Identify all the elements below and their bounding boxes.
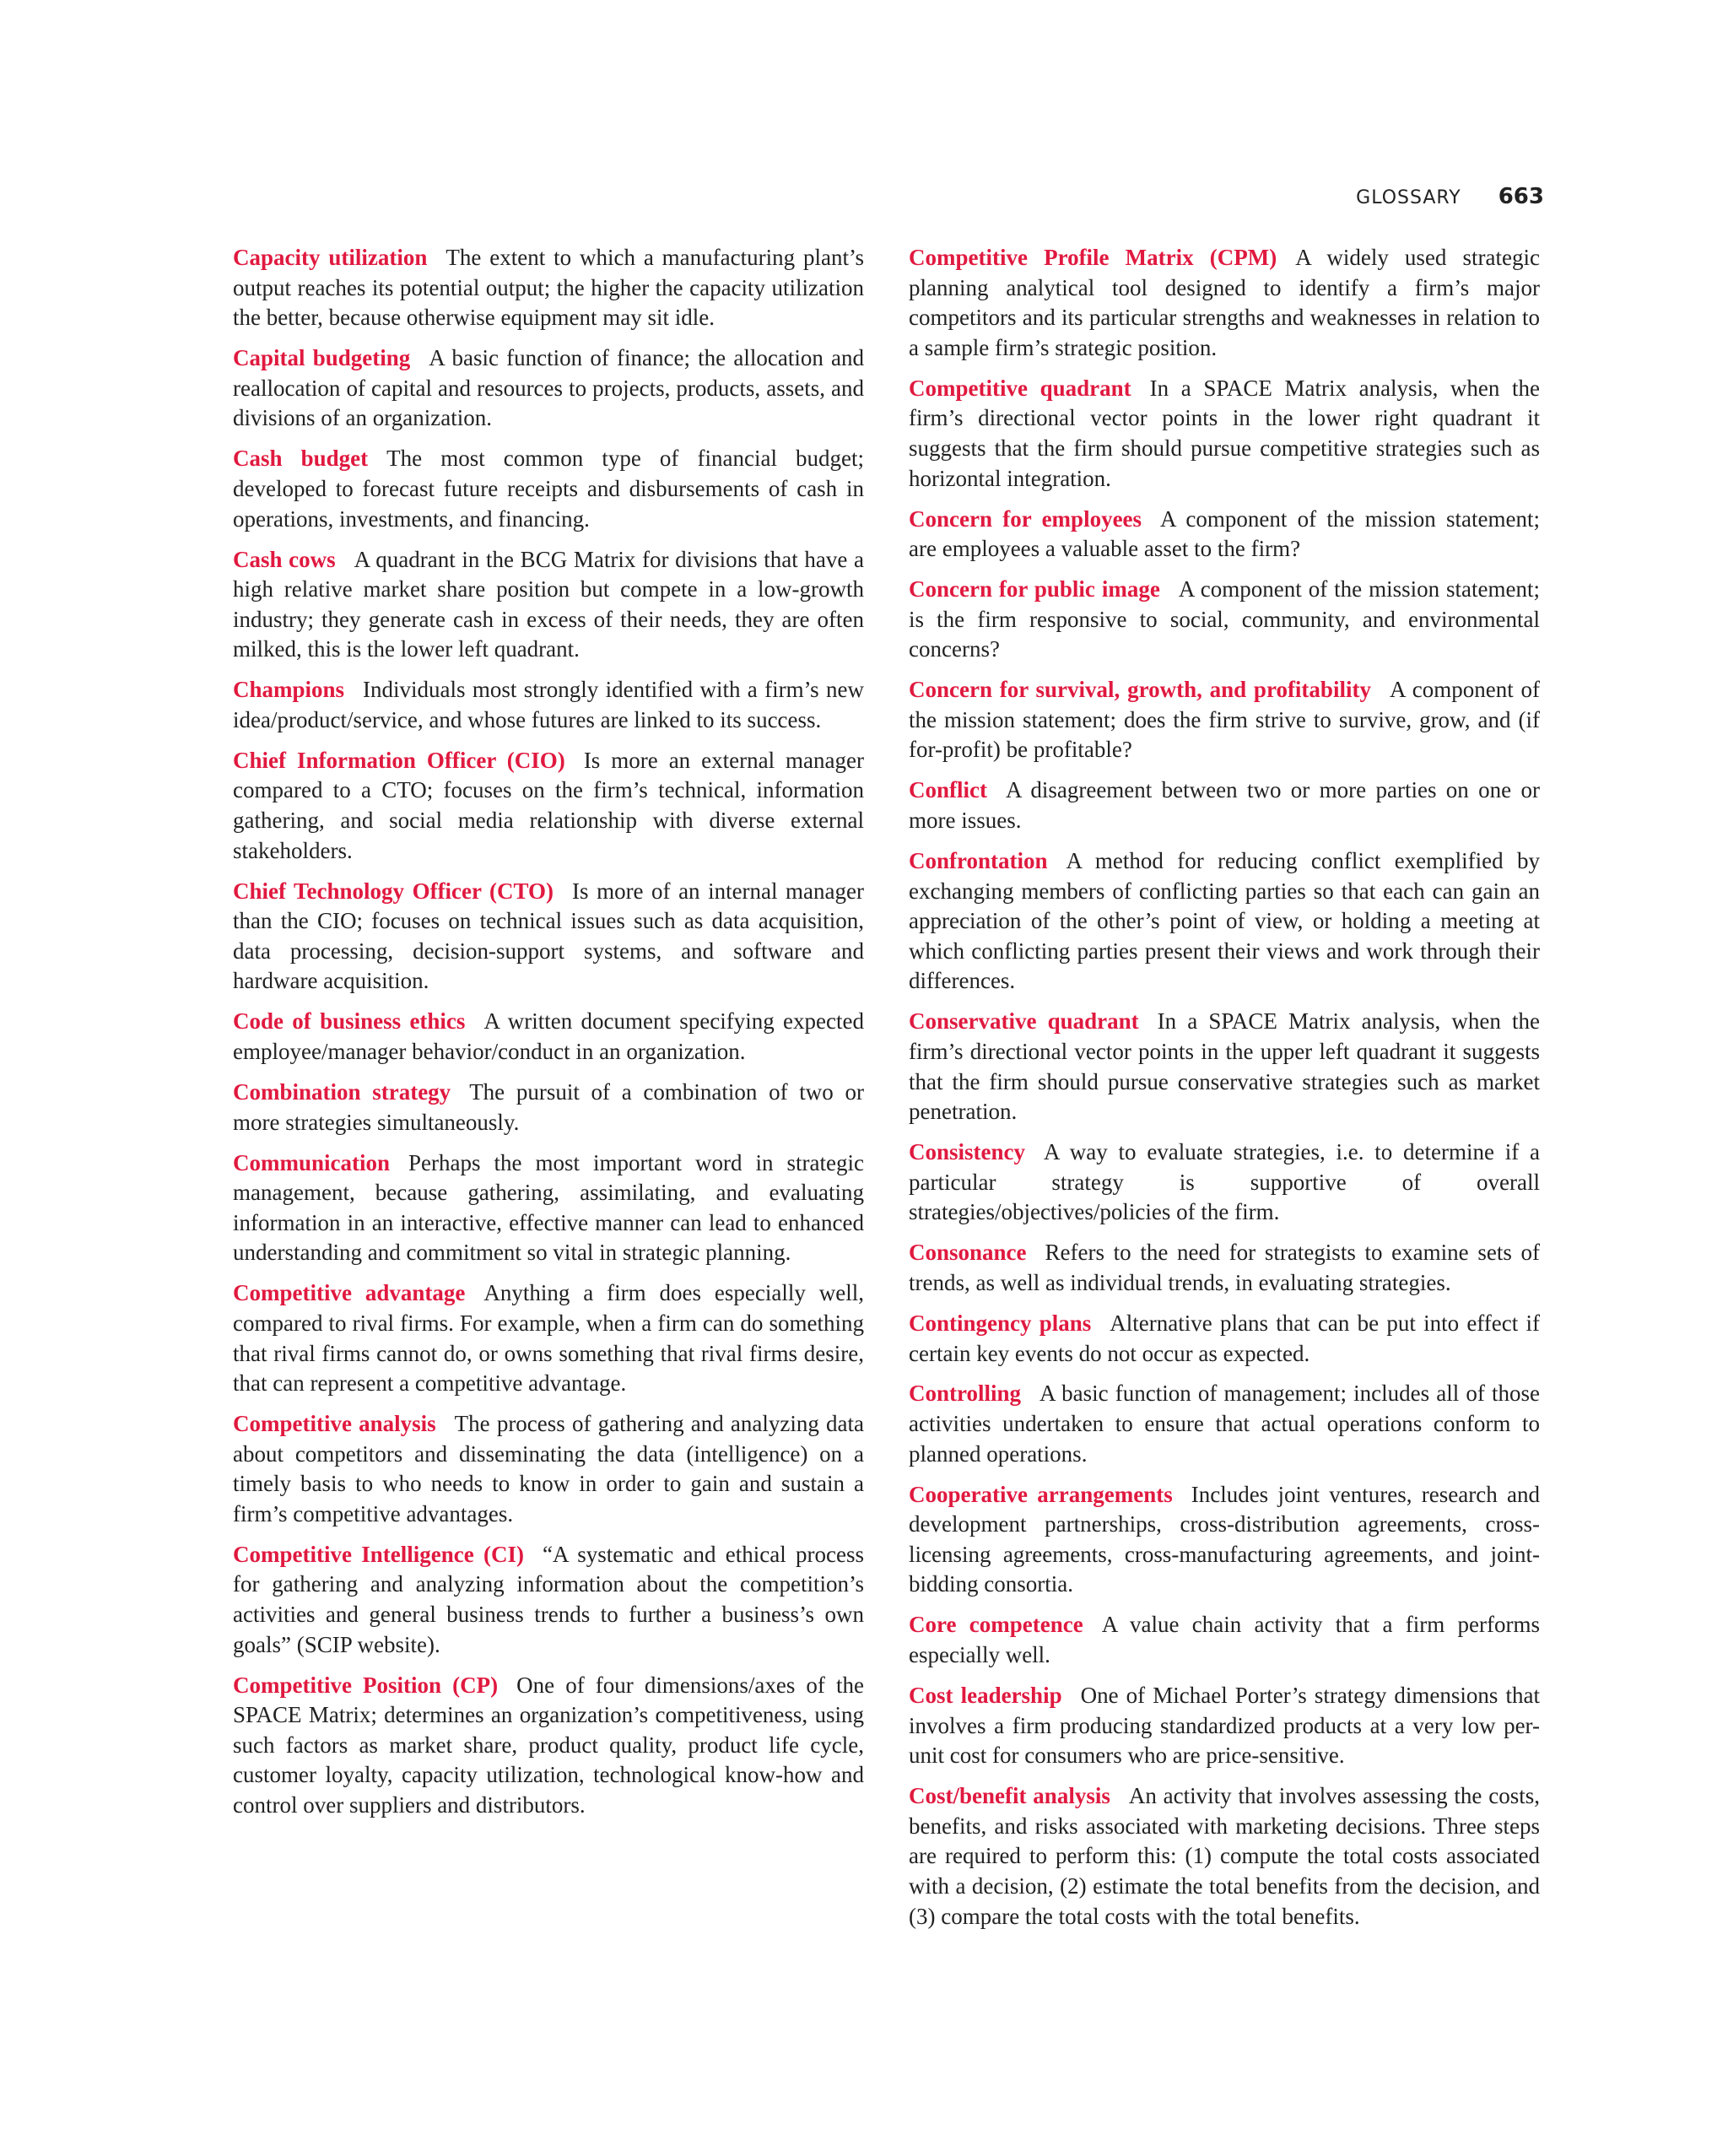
glossary-entry <box>233 343 864 434</box>
glossary-definition: One of Michael Porter’s strategy dimensions that involves a firm producing standardized products at a very low per-unit cost for consumers who are price-sensitive. <box>909 1683 1540 1769</box>
glossary-term: Cost/benefit analysis <box>909 1783 1110 1809</box>
glossary-term: Conservative quadrant <box>909 1008 1139 1035</box>
glossary-definition: One of four dimensions/axes of the SPACE Matrix; determines an organization’s competitiveness, using such factors as market share, product quality, product life cycle, customer loyalty, capacity utilization, technological know-how and control over suppliers and distributors. <box>233 1672 864 1818</box>
glossary-definition: Alternative plans that can be put into effect if certain key events do not occur as expected. <box>909 1310 1540 1366</box>
glossary-term: Consonance <box>909 1240 1027 1266</box>
glossary-entry <box>233 1671 864 1821</box>
glossary-entry <box>909 846 1540 997</box>
glossary-term: Concern for employees <box>909 505 1142 532</box>
glossary-definition: “A systematic and ethical process for gathering and analyzing information about the competition’s activities and general business trends to further a business’s own goals” (SCIP website). <box>233 1541 864 1657</box>
glossary-entry <box>909 1610 1540 1670</box>
glossary-definition: A component of the mission statement; does the firm strive to survive, grow, and (if for-profit) be profitable? <box>909 677 1540 763</box>
glossary-entry <box>909 1681 1540 1771</box>
glossary-definition: Individuals most strongly identified with a firm’s new idea/product/service, and whose futures are linked to its success. <box>233 677 864 732</box>
glossary-term: Cooperative arrangements <box>909 1481 1173 1507</box>
glossary-definition: A basic function of management; includes all of those activities undertaken to ensure that actual operations conform to planned operations. <box>909 1381 1540 1467</box>
glossary-right-column <box>909 243 1540 1943</box>
glossary-definition: A component of the mission statement; are employees a valuable asset to the firm? <box>909 505 1540 562</box>
glossary-term: Contingency plans <box>909 1310 1092 1336</box>
glossary-entry <box>909 374 1540 494</box>
glossary-entry <box>233 545 864 665</box>
glossary-definition: A disagreement between two or more parties on one or more issues. <box>909 777 1540 834</box>
glossary-entry <box>233 1007 864 1067</box>
glossary-entry <box>233 675 864 735</box>
glossary-entry <box>233 243 864 333</box>
page-number: 663 <box>1498 184 1544 209</box>
glossary-entry <box>909 505 1540 565</box>
glossary-term: Competitive quadrant <box>909 375 1131 401</box>
glossary-term: Controlling <box>909 1381 1022 1407</box>
glossary-definition: A basic function of finance; the allocation and reallocation of capital and resources to projects, products, assets, and divisions of an organization. <box>233 345 865 431</box>
glossary-definition: A component of the mission statement; is the firm responsive to social, community, and environmental concerns? <box>909 576 1540 662</box>
glossary-definition: In a SPACE Matrix analysis, when the firm’s directional vector points in the upper left quadrant it suggests that the firm should pursue conservative strategies such as market penetration. <box>909 1008 1540 1125</box>
glossary-definition: Perhaps the most important word in strategic management, because gathering, assimilating, and evaluating information in an interactive, effective manner can lead to enhanced understanding and commitment so vital in strategic planning. <box>233 1149 864 1266</box>
glossary-entry <box>909 1137 1540 1228</box>
glossary-term: Conflict <box>909 777 987 803</box>
glossary-entry <box>909 1781 1540 1932</box>
glossary-definition: Is more of an internal manager than the CIO; focuses on technical issues such as data acquisition, data processing, decision-support systems, and software and hardware acquisition. <box>233 878 864 994</box>
glossary-term: Chief Information Officer (CIO) <box>233 747 565 773</box>
glossary-term: Combination strategy <box>233 1078 451 1105</box>
glossary-entry <box>233 1148 864 1268</box>
glossary-definition: Refers to the need for strategists to examine sets of trends, as well as individual trends, in evaluating strategies. <box>909 1240 1540 1295</box>
glossary-term: Chief Technology Officer (CTO) <box>233 878 554 904</box>
glossary-term: Concern for survival, growth, and profitability <box>909 677 1371 703</box>
glossary-entry <box>233 1540 864 1660</box>
glossary-entry <box>909 1379 1540 1469</box>
glossary-entry <box>909 243 1540 363</box>
glossary-definition: The process of gathering and analyzing data about competitors and disseminating the data (intelligence) on a timely basis to who needs to know in order to gain and sustain a firm’s competitive advantages. <box>233 1411 865 1526</box>
glossary-entry <box>909 775 1540 835</box>
glossary-term: Competitive Profile Matrix (CPM) <box>909 245 1277 270</box>
glossary-term: Concern for public image <box>909 576 1160 602</box>
glossary-definition: An activity that involves assessing the costs, benefits, and risks associated with marketing decisions. Three steps are required to perform this: (1) compute the total costs associated with a decision, (2) estimate the total benefits from the decision, and (3) compare the total costs with the total benefits. <box>909 1783 1540 1929</box>
glossary-definition: A widely used strategic planning analytical tool designed to identify a firm’s major competitors and its particular strengths and weaknesses in relation to a sample firm’s strategic position. <box>909 245 1540 360</box>
glossary-definition: Anything a firm does especially well, compared to rival firms. For example, when a firm can do something that rival firms cannot do, or owns something that rival firms desire, that can represent a competitive advantage. <box>233 1280 864 1397</box>
glossary-entry <box>909 1309 1540 1369</box>
glossary-entry <box>233 1078 864 1137</box>
glossary-term: Core competence <box>909 1612 1083 1638</box>
glossary-definition: Includes joint ventures, research and development partnerships, cross-distribution agreements, cross-licensing agreements, cross-manufacturing agreements, and joint-bidding consortia. <box>909 1481 1540 1597</box>
glossary-definition: A value chain activity that a firm performs especially well. <box>909 1612 1541 1668</box>
glossary-entry <box>233 1409 864 1529</box>
glossary-definition: The extent to which a manufacturing plant’s output reaches its potential output; the higher the capacity utilization the better, because otherwise equipment may sit idle. <box>233 245 864 331</box>
glossary-term: Competitive analysis <box>233 1411 436 1437</box>
glossary-term: Communication <box>233 1149 391 1175</box>
glossary-definition: The pursuit of a combination of two or more strategies simultaneously. <box>233 1078 864 1135</box>
glossary-term: Confrontation <box>909 848 1048 874</box>
glossary-entry <box>233 877 864 997</box>
glossary-term: Code of business ethics <box>233 1008 466 1035</box>
glossary-entry <box>909 1007 1540 1127</box>
glossary-term: Cash budget <box>233 446 369 472</box>
glossary-entry <box>233 444 864 534</box>
glossary-term: Competitive Intelligence (CI) <box>233 1541 524 1567</box>
glossary-definition: Is more an external manager compared to a CTO; focuses on the firm’s technical, information gathering, and social media relationship with diverse external stakeholders. <box>233 747 864 863</box>
running-header-label: GLOSSARY <box>1356 187 1461 208</box>
glossary-definition: A method for reducing conflict exemplified by exchanging members of conflicting parties so that each can gain an appreciation of the other’s point of view, or holding a meeting at which conflicting parties present their views and work through their differences. <box>909 848 1540 994</box>
glossary-entry <box>909 575 1540 665</box>
glossary-entry <box>233 746 864 866</box>
glossary-term: Capital budgeting <box>233 345 411 371</box>
glossary-term: Cost leadership <box>909 1683 1062 1708</box>
glossary-term: Capacity utilization <box>233 245 428 270</box>
glossary-definition: A written document specifying expected employee/manager behavior/conduct in an organization. <box>233 1008 864 1064</box>
glossary-term: Consistency <box>909 1139 1026 1165</box>
glossary-term: Champions <box>233 677 345 703</box>
glossary-entry <box>233 1278 864 1398</box>
page-header <box>1350 184 1544 209</box>
glossary-entry <box>909 675 1540 765</box>
glossary-left-column <box>233 243 864 1831</box>
glossary-term: Cash cows <box>233 546 336 572</box>
glossary-definition: A quadrant in the BCG Matrix for divisions that have a high relative market share position but compete in a low-growth industry; they generate cash in excess of their needs, they are often milked, this is the lower left quadrant. <box>233 546 864 662</box>
glossary-term: Competitive Position (CP) <box>233 1672 499 1698</box>
glossary-term: Competitive advantage <box>233 1280 466 1306</box>
glossary-definition: In a SPACE Matrix analysis, when the firm’s directional vector points in the lower right quadrant it suggests that the firm should pursue competitive strategies such as horizontal integration. <box>909 375 1541 491</box>
glossary-definition: The most common type of financial budget; developed to forecast future receipts and disbursements of cash in operations, investments, and financing. <box>233 446 865 532</box>
glossary-entry <box>909 1480 1540 1600</box>
glossary-definition: A way to evaluate strategies, i.e. to determine if a particular strategy is supportive of overall strategies/objectives/policies of the firm. <box>909 1139 1540 1225</box>
glossary-entry <box>909 1238 1540 1298</box>
